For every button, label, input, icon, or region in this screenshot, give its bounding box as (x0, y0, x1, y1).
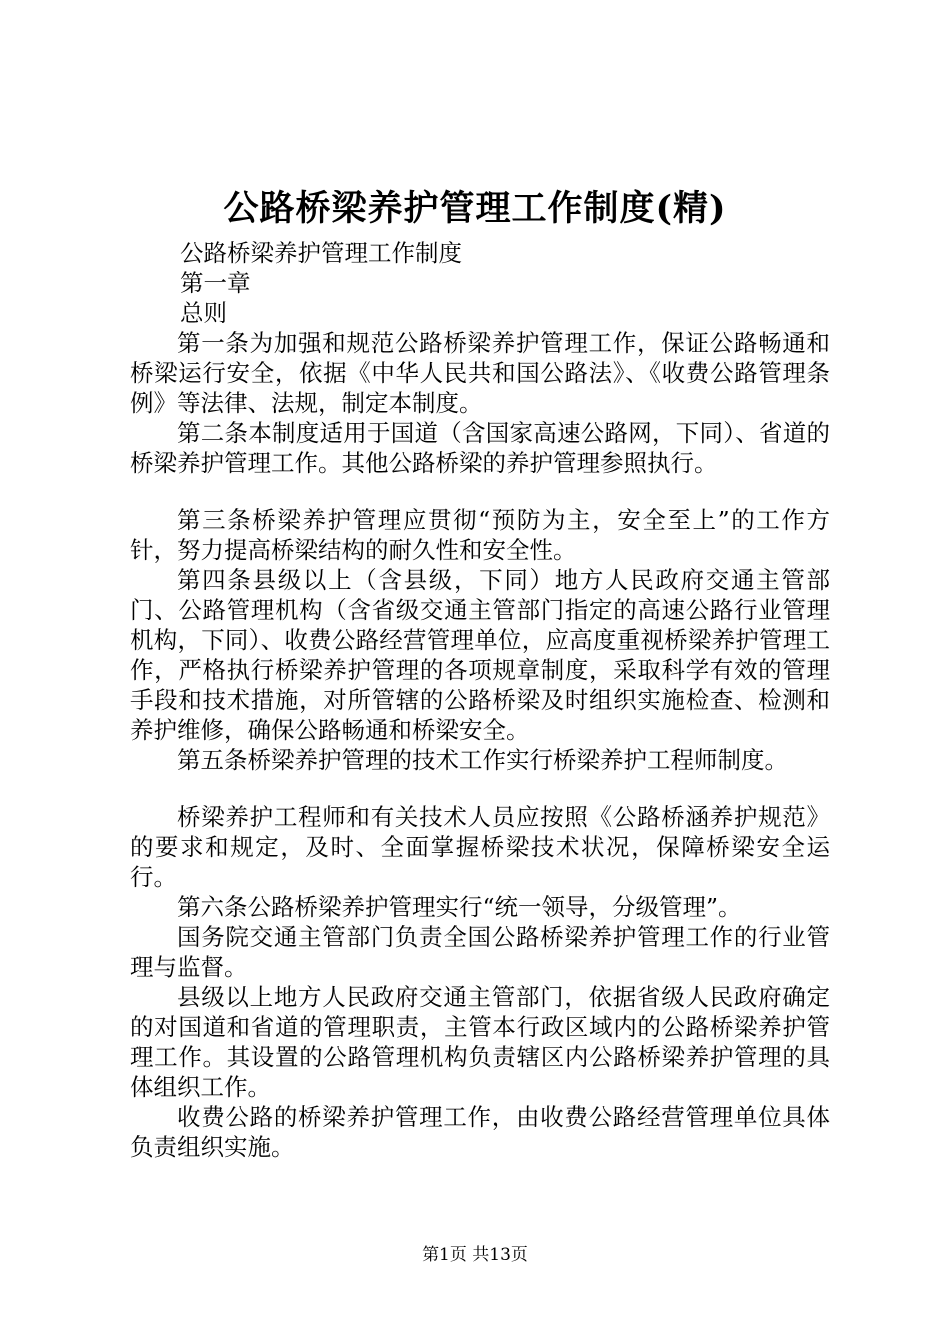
paragraph-article-2: 第二条本制度适用于国道（含国家高速公路网，下同）、省道的桥梁养护管理工作。其他公路桥梁的养护管理参照执行。 (130, 419, 830, 477)
page-number-footer: 第1页 共13页 (422, 1245, 528, 1265)
paragraph-toll-road: 收费公路的桥梁养护管理工作，由收费公路经营管理单位具体负责组织实施。 (130, 1103, 830, 1161)
paragraph-local-government: 县级以上地方人民政府交通主管部门，依据省级人民政府确定的对国道和省道的管理职责，主管本行政区域内的公路桥梁养护管理工作。其设置的公路管理机构负责辖区内公路桥梁养护管理的具体组织工作。 (130, 983, 830, 1101)
paragraph-engineer: 桥梁养护工程师和有关技术人员应按照《公路桥涵养护规范》的要求和规定，及时、全面掌握桥梁技术状况，保障桥梁安全运行。 (130, 803, 830, 891)
document-title: 公路桥梁养护管理工作制度(精) (223, 188, 727, 229)
paragraph-article-5: 第五条桥梁养护管理的技术工作实行桥梁养护工程师制度。 (177, 746, 788, 774)
chapter-title: 总则 (180, 299, 227, 327)
document-body (130, 238, 830, 1162)
paragraph-state-council: 国务院交通主管部门负责全国公路桥梁养护管理工作的行业管理与监督。 (130, 923, 830, 981)
paragraph-article-4: 第四条县级以上（含县级，下同）地方人民政府交通主管部门、公路管理机构（含省级交通主管部门指定的高速公路行业管理机构，下同）、收费公路经营管理单位，应高度重视桥梁养护管理工作，严格执行桥梁养护管理的各项规章制度，采取科学有效的管理手段和技术措施，对所管辖的公路桥梁及时组织实施检查、检测和养护维修，确保公路畅通和桥梁安全。 (130, 566, 830, 744)
paragraph-article-3: 第三条桥梁养护管理应贯彻“预防为主，安全至上”的工作方针，努力提高桥梁结构的耐久性和安全性。 (130, 506, 830, 564)
document-heading: 公路桥梁养护管理工作制度 (180, 239, 462, 267)
paragraph-article-6: 第六条公路桥梁养护管理实行“统一领导，分级管理”。 (177, 893, 742, 921)
chapter-number: 第一章 (180, 269, 251, 297)
paragraph-article-1: 第一条为加强和规范公路桥梁养护管理工作，保证公路畅通和桥梁运行安全，依据《中华人民共和国公路法》、《收费公路管理条例》等法律、法规，制定本制度。 (130, 329, 830, 417)
